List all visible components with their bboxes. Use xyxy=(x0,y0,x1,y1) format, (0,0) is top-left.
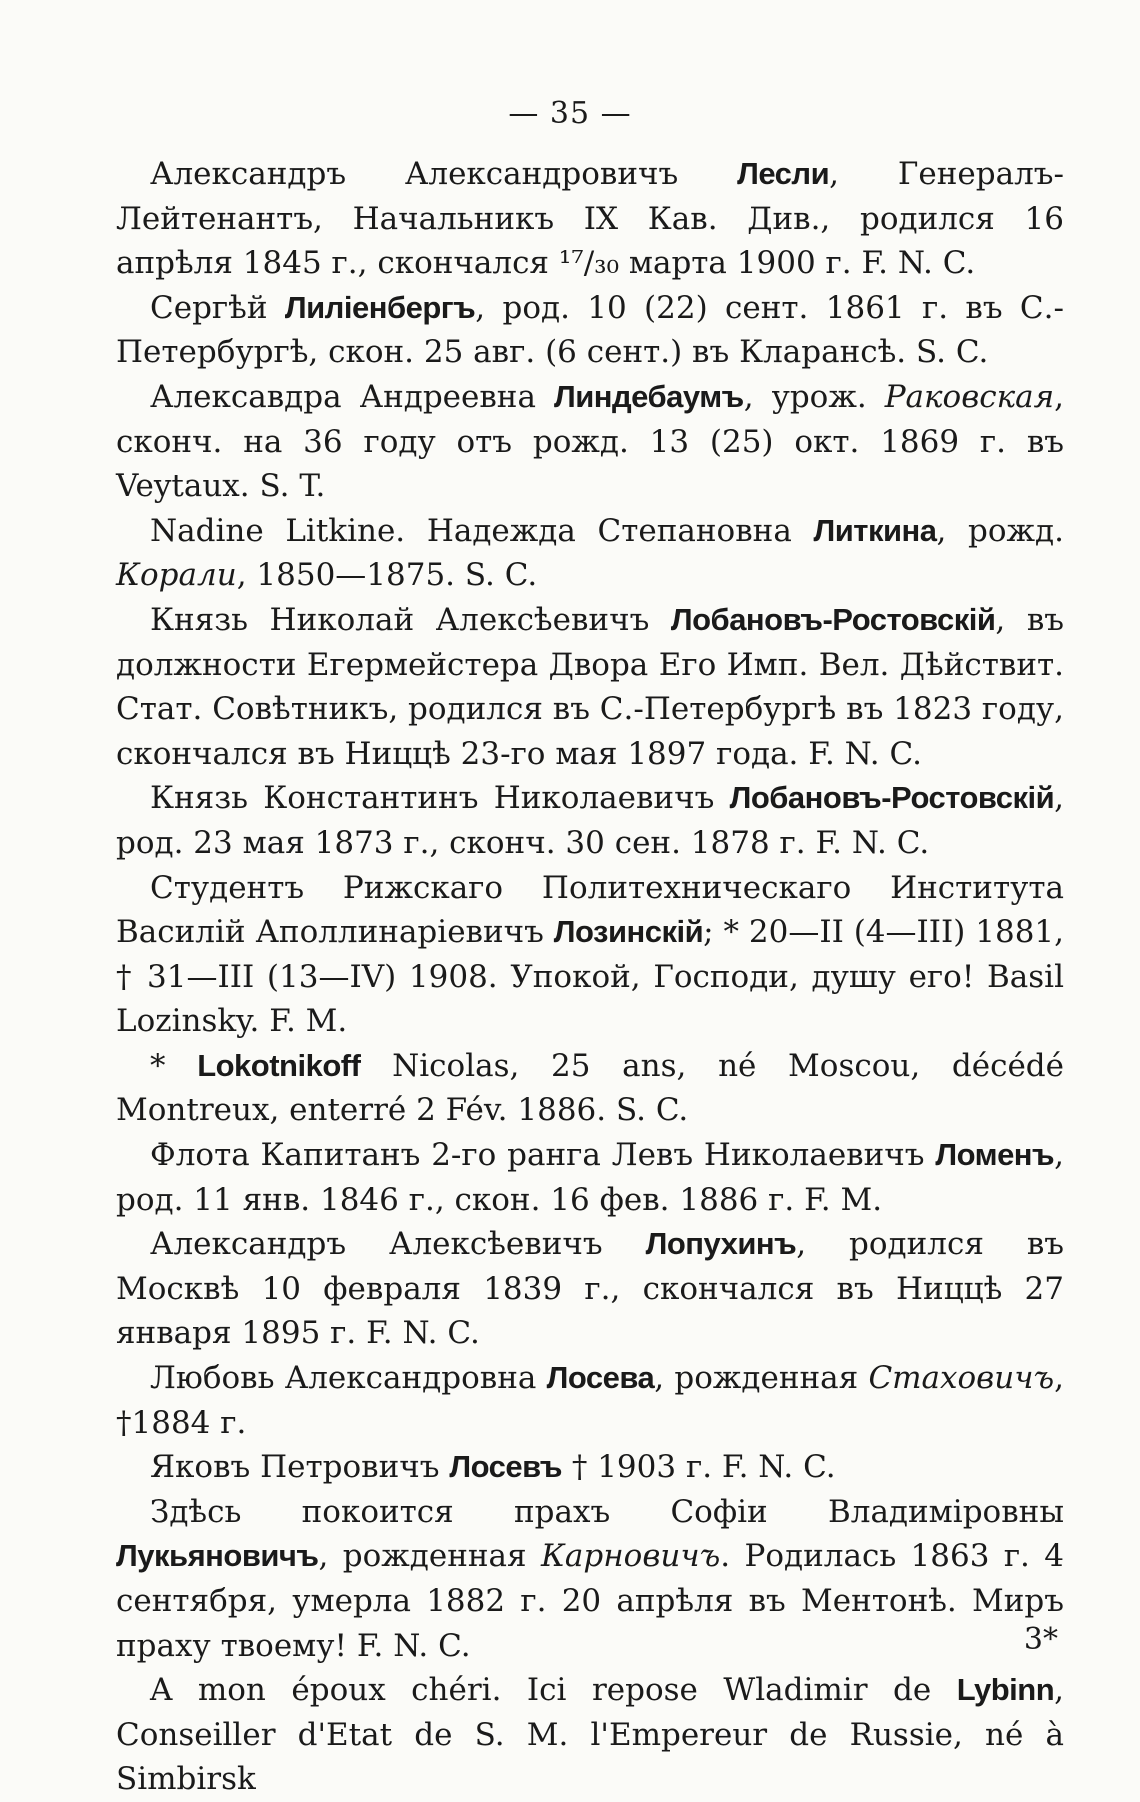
surname: Линдебаумъ xyxy=(553,378,744,414)
entry-text: Алексавдра Андреевна xyxy=(150,378,554,415)
surname: Лобановъ-Ростовскій xyxy=(729,780,1055,816)
surname: Lokotnikoff xyxy=(197,1047,361,1083)
entry-text: Флота Капитанъ 2-го ранга Левъ Николаевичъ xyxy=(150,1137,936,1174)
entry-text: , род. 23 мая 1873 г., сконч. 30 сен. 1878 г. F. N. C. xyxy=(116,780,1064,861)
surname: Лосева xyxy=(546,1360,655,1396)
entry-text: , въ должности Егермейстера Двора Его Имп. Вел. Дѣйствит. Стат. Совѣтникъ, родился въ С.-Петербургѣ въ 1823 году, скончался въ Ниццѣ 23-го мая 1897 года. F. N. C. xyxy=(116,601,1064,772)
entry-text: , рожденная xyxy=(318,1538,541,1575)
entry xyxy=(116,152,1064,286)
entry-text: Сергѣй xyxy=(150,289,285,326)
surname: Лозинскій xyxy=(553,914,704,950)
maiden-name: Карновичъ xyxy=(540,1538,721,1575)
entry xyxy=(116,375,1064,509)
entry-text: Александръ Александровичъ xyxy=(150,156,738,192)
entry xyxy=(116,866,1064,1044)
entry-text: Князь Николай Алексѣевичъ xyxy=(150,601,671,638)
entry xyxy=(116,286,1064,375)
maiden-name: Стаховичъ xyxy=(868,1360,1055,1397)
entry-text: * xyxy=(150,1047,198,1084)
maiden-name: Раковская xyxy=(884,378,1055,415)
entry-text: , рожденная xyxy=(654,1360,869,1397)
surname: Лопухинъ xyxy=(645,1226,797,1262)
entry-text: , урож. xyxy=(743,378,885,415)
surname: Лесли xyxy=(737,156,830,191)
surname: Ломенъ xyxy=(935,1137,1055,1173)
maiden-name: Корали xyxy=(116,557,237,594)
signature-mark: 3* xyxy=(1023,1622,1058,1657)
entry xyxy=(116,776,1064,865)
entry-text: Здѣсь покоится прахъ Софіи Владиміровны xyxy=(150,1493,1064,1530)
entry-text: , родился въ Москвѣ 10 февраля 1839 г., скончался въ Ниццѣ 27 января 1895 г. F. N. C. xyxy=(116,1226,1064,1352)
entry xyxy=(116,1356,1064,1445)
surname: Lybinn xyxy=(956,1672,1055,1708)
entry-text: , род. 10 (22) сент. 1861 г. въ С.-Петербургѣ, скон. 25 авг. (6 сент.) въ Кларансѣ. S. C. xyxy=(116,289,1064,371)
entry xyxy=(116,1445,1064,1490)
entry-text: † 1903 г. F. N. C. xyxy=(562,1449,836,1486)
page-number: — 35 — xyxy=(508,96,632,131)
page-text xyxy=(116,152,1064,1802)
entry-text: , 1850—1875. S. C. xyxy=(236,557,538,594)
entry-text: , †1884 г. xyxy=(116,1360,1064,1441)
entry-text: . Родилась 1863 г. 4 сентября, умерла 1882 г. 20 апрѣля въ Ментонѣ. Миръ праху твоему! F. N. C. xyxy=(116,1538,1064,1664)
entry-text: , Conseiller d'Etat de S. M. l'Empereur de Russie, né à Simbirsk xyxy=(116,1672,1064,1798)
entry-text: Князь Константинъ Николаевичъ xyxy=(150,780,730,817)
entry-text: , рожд. xyxy=(936,512,1064,549)
entry-text: Яковъ Петровичъ xyxy=(150,1449,450,1486)
entry-text: Nicolas, 25 ans, né Moscou, décédé Montreux, enterré 2 Fév. 1886. S. C. xyxy=(116,1047,1064,1129)
entry xyxy=(116,509,1064,598)
entry-text: , род. 11 янв. 1846 г., скон. 16 фев. 1886 г. F. M. xyxy=(116,1137,1064,1218)
entry-text: Студентъ Рижскаго Политехническаго Института Василій Аполлинаріевичъ xyxy=(116,869,1064,951)
entry-text: , сконч. на 36 году отъ рожд. 13 (25) окт. 1869 г. въ Veytaux. S. T. xyxy=(116,378,1064,505)
entry-text: Любовь Александровна xyxy=(150,1360,547,1397)
surname: Лосевъ xyxy=(449,1449,562,1485)
surname: Лиліенбергъ xyxy=(284,289,476,325)
entry-text: Nadine Litkine. Надежда Степановна xyxy=(150,512,814,549)
entry xyxy=(116,1668,1064,1802)
entry xyxy=(116,1133,1064,1222)
entry xyxy=(116,598,1064,776)
entry-text: ; * 20—II (4—III) 1881, † 31—III (13—IV) 1908. Упокой, Господи, душу его! Basil Lozinsky. F. M. xyxy=(116,914,1064,1040)
entry-text: Александръ Алексѣевичъ xyxy=(150,1226,646,1263)
entry-text: A mon époux chéri. Ici repose Wladimir de xyxy=(150,1672,957,1709)
entry xyxy=(116,1222,1064,1356)
entry xyxy=(116,1490,1064,1668)
surname: Лобановъ-Ростовскій xyxy=(670,601,996,637)
surname: Литкина xyxy=(813,512,937,548)
entry-text: , Генералъ-Лейтенантъ, Начальникъ IX Кав. Див., родился 16 апрѣля 1845 г., скончался ¹⁷/₃₀ марта 1900 г. F. N. C. xyxy=(116,156,1064,282)
entry xyxy=(116,1044,1064,1133)
surname: Лукьяновичъ xyxy=(116,1538,319,1574)
